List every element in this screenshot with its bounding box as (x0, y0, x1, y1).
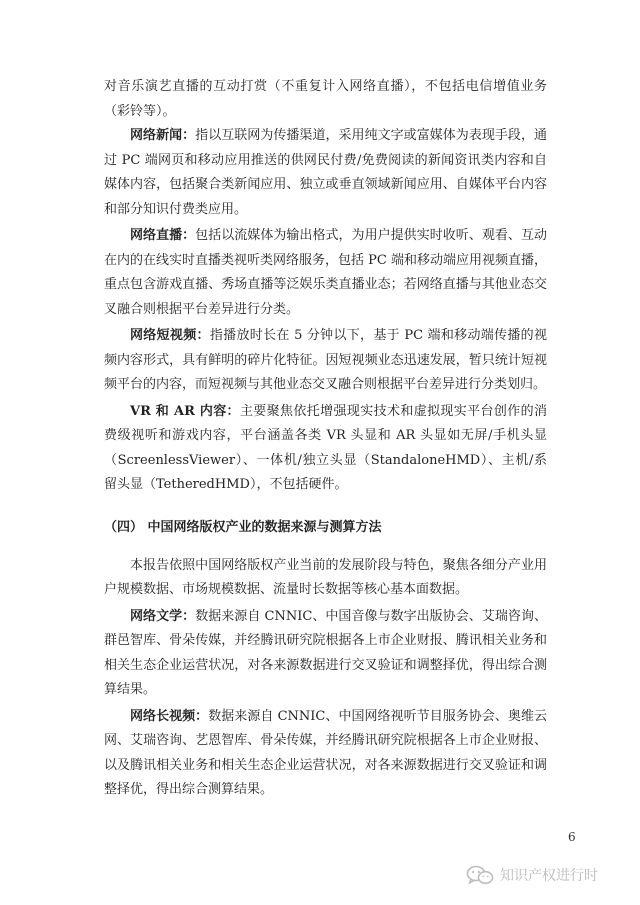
paragraph-text: 对音乐演艺直播的互动打赏（不重复计入网络直播），不包括电信增值业务（彩铃等）。 (104, 79, 547, 119)
paragraph-text: 指播放时长在 5 分钟以下，基于 PC 端和移动端传播的视频内容形式，具有鲜明的碎片化特征。因短视频业态迅速发展，暂只统计短视频平台的内容，而短视频与其他业态交叉融合则根据平台差异进行分类划归。 (104, 328, 547, 392)
paragraph-online-news (104, 124, 547, 222)
paragraph-vr-ar (104, 400, 547, 498)
term-short-video: 网络短视频： (130, 328, 210, 343)
wechat-icon (466, 865, 494, 885)
paragraph-text: 指以互联网为传播渠道，采用纯文字或富媒体为表现手段，通过 PC 端网页和移动应用推送的供网民付费/免费阅读的新闻资讯类内容和自媒体内容，包括聚合类新闻应用、独立或垂直领域新闻应用、自媒体平台内容和部分知识付费类应用。 (104, 128, 547, 217)
paragraph-intro (104, 554, 547, 603)
document-body (104, 75, 547, 803)
term-vr-ar: VR 和 AR 内容： (130, 403, 240, 419)
paragraph-text: 数据来源自 CNNIC、中国网络视听节目服务协会、奥维云网、艾瑞咨询、艺恩智库、骨朵传媒，并经腾讯研究院根据各上市企业财报、以及腾讯相关业务和相关生态企业运营状况，对各来源数据进行交叉验证和调整择优，得出综合测算结果。 (104, 708, 547, 797)
paragraph-text: 主要聚焦依托增强现实技术和虚拟现实平台创作的消费级视听和游戏内容，平台涵盖各类 VR 头显和 AR 头显如无屏/手机头显（ScreenlessViewer）、一体机/独立头显（StandaloneHMD）、主机/系留头显（TetheredHMD），不包括硬件。 (104, 403, 547, 492)
paragraph-online-literature (104, 605, 547, 703)
paragraph-online-live (104, 224, 547, 322)
paragraph-long-video (104, 705, 547, 803)
section-heading: （四） 中国网络版权产业的数据来源与测算方法 (104, 519, 382, 535)
watermark (466, 865, 598, 885)
paragraph-continuation (104, 75, 547, 124)
watermark-text: 知识产权进行时 (500, 868, 598, 884)
paragraph-text: 本报告依照中国网络版权产业当前的发展阶段与特色，聚焦各细分产业用户规模数据、市场规模数据、流量时长数据等核心基本面数据。 (104, 557, 547, 597)
paragraph-text: 数据来源自 CNNIC、中国音像与数字出版协会、艾瑞咨询、群邑智库、骨朵传媒，并经腾讯研究院根据各上市企业财报、腾讯相关业务和相关生态企业运营状况，对各来源数据进行交叉验证和调整择优，得出综合测算结果。 (104, 608, 547, 697)
term-online-news: 网络新闻： (130, 128, 196, 143)
paragraph-short-video (104, 324, 547, 398)
term-online-live: 网络直播： (130, 228, 196, 243)
term-long-video: 网络长视频： (130, 708, 209, 724)
page-number: 6 (568, 830, 576, 844)
paragraph-text: 包括以流媒体为输出格式，为用户提供实时收听、观看、互动在内的在线实时直播类视听类网络服务，包括 PC 端和移动端应用视频直播，重点包含游戏直播、秀场直播等泛娱乐类直播业态；若网络直播与其他业态交叉融合则根据平台差异进行分类。 (104, 228, 547, 317)
term-online-literature: 网络文学： (130, 608, 196, 624)
